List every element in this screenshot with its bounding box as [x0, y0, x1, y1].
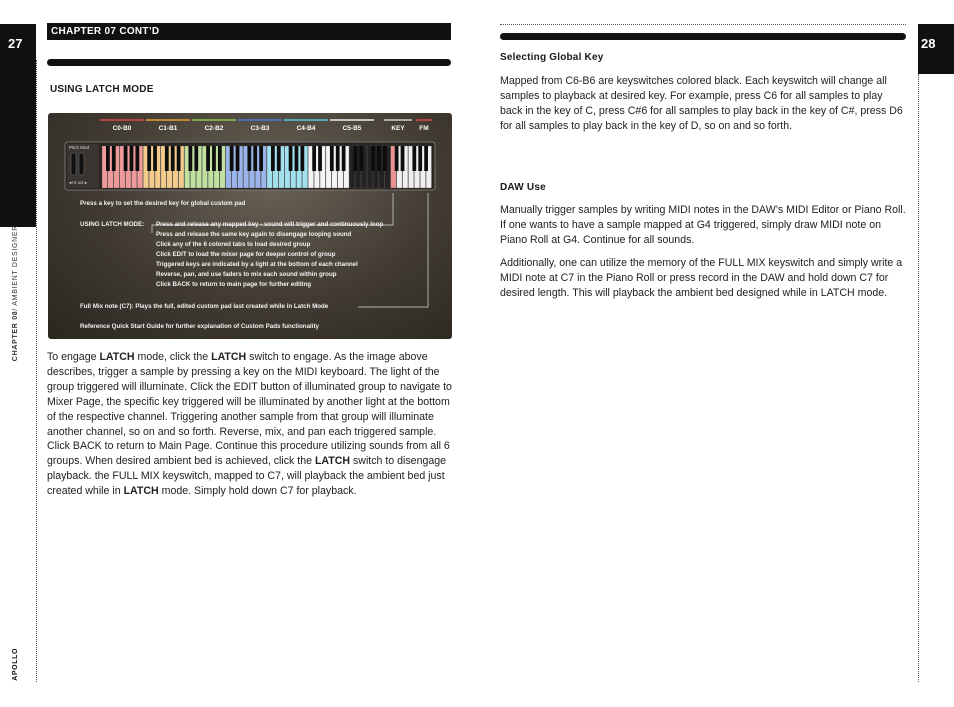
- black-key: [271, 146, 275, 171]
- latch-keyword: LATCH: [314, 455, 351, 468]
- range-tab-label: C5-B5: [342, 125, 362, 132]
- latch-keyword: LATCH: [211, 351, 247, 363]
- black-key: [312, 146, 316, 171]
- range-tab-label: C4-B4: [296, 125, 316, 132]
- side-chapter-label: [12, 225, 24, 361]
- black-key: [342, 146, 346, 171]
- body-text-run: To engage: [47, 351, 100, 363]
- black-key: [130, 146, 134, 171]
- black-key: [401, 146, 405, 171]
- black-key: [395, 146, 399, 171]
- instruction-latch-line: Reverse, pan, and use faders to mix each sound within group: [156, 271, 337, 278]
- left-dotted-rule: [36, 60, 37, 682]
- side-chapter-label-bold: CHAPTER 08: [12, 310, 19, 362]
- body-text-run: mode, click the: [134, 351, 212, 363]
- global-key-title: Selecting Global Key: [500, 52, 604, 63]
- black-key: [206, 146, 210, 171]
- instruction-latch-line: Triggered keys are indicated by a light at the bottom of each channel: [156, 261, 358, 268]
- black-key: [300, 146, 304, 171]
- black-key: [318, 146, 322, 171]
- range-tab-label: C3-B3: [250, 125, 270, 132]
- page-number-tab-right: [918, 24, 954, 74]
- latch-keyword: LATCH: [99, 351, 135, 363]
- black-key: [165, 146, 169, 171]
- octave-label: ◂+2 oct ▸: [69, 180, 88, 185]
- instruction-reference: Reference Quick Start Guide for further explanation of Custom Pads functionality: [80, 323, 319, 330]
- black-key: [259, 146, 263, 171]
- instruction-latch-line: Click BACK to return to main page for further editing: [156, 281, 312, 288]
- black-key: [194, 146, 198, 171]
- latch-mode-body: [47, 350, 452, 499]
- black-key: [135, 146, 139, 171]
- black-key: [289, 146, 293, 171]
- black-key: [112, 146, 116, 171]
- latch-keyword: LATCH: [123, 485, 159, 498]
- body-text-run: switch to disengage playback. the FULL MIX keyswitch, mapped to C7, will playback the ambient bed just created while in: [47, 455, 447, 498]
- black-key: [418, 146, 422, 171]
- right-dotted-rule: [918, 74, 919, 682]
- instruction-full-mix: Full Mix note (C7): Plays the full, edited custom pad last created while in Latch Mode: [80, 303, 329, 310]
- instruction-latch-line: Press and release the same key again to disengage looping sound: [156, 231, 352, 238]
- key-tab-label: KEY: [391, 125, 405, 132]
- black-key: [230, 146, 234, 171]
- daw-use-body-1: Manually trigger samples by writing MIDI notes in the DAW’s MIDI Editor or Piano Roll. If one wants to have a sample mapped at G4 triggered, simply draw MIDI note on Piano Roll at G4. Continue for all sounds.: [500, 204, 906, 246]
- black-key: [236, 146, 240, 171]
- page-number-tab-left: [0, 24, 36, 227]
- range-tab-label: C1-B1: [158, 125, 178, 132]
- black-key: [147, 146, 151, 171]
- chapter-title-bar: CHAPTER 07 CONT’D: [47, 23, 451, 40]
- black-key: [412, 146, 416, 171]
- black-key: [371, 146, 375, 171]
- instruction-latch-heading: USING LATCH MODE:: [80, 221, 145, 228]
- black-key: [354, 146, 358, 171]
- page-number-left: 27: [8, 36, 23, 51]
- right-dotted-rule-top: [500, 24, 906, 25]
- black-key: [253, 146, 257, 171]
- body-text-run: switch to engage. As the image above describes, trigger a sample by pressing a key on the MIDI keyboard. The light of the group triggered will illuminate. Click the EDIT button of illuminated group to navigate to Mixer Page, the specific key triggered will be illuminated by another light at the bottom of the respective channel. Triggering another sample from that group will illuminate another channel, so on and so forth. Reverse, mix, and pan each triggered sample. Click BACK to return to Main Page. Continue this procedure utilizing sounds from all 6 groups. When desired ambient bed is achieved, click the: [47, 351, 452, 468]
- pitch-wheel: [71, 153, 76, 175]
- black-key: [377, 146, 381, 171]
- black-key: [277, 146, 281, 171]
- daw-use-title: DAW Use: [500, 182, 546, 193]
- black-key: [171, 146, 175, 171]
- black-key: [295, 146, 299, 171]
- right-divider-bar: [500, 33, 906, 40]
- black-key: [124, 146, 128, 171]
- black-key: [189, 146, 193, 171]
- black-key: [330, 146, 334, 171]
- page-number-right: 28: [921, 36, 936, 51]
- range-tab-label: C0-B0: [112, 125, 132, 132]
- daw-use-body-2: Additionally, one can utilize the memory of the FULL MIX keyswitch and simply write a MIDI note at C7 in the Piano Roll or press record in the DAW and hold down C7 for desired length. This will playback the ambient bed designed while in LATCH mode.: [500, 257, 903, 299]
- side-chapter-label-rest: / AMBIENT DESIGNER: [12, 225, 19, 311]
- black-key: [424, 146, 428, 171]
- left-divider-bar: [47, 59, 451, 66]
- black-key: [218, 146, 222, 171]
- instruction-latch-line: Click any of the 6 colored tabs to load desired group: [156, 241, 311, 248]
- black-key: [212, 146, 216, 171]
- black-key: [153, 146, 157, 171]
- instruction-global-key: Press a key to set the desired key for global custom pad: [80, 200, 246, 207]
- brand-label: APOLLO: [12, 648, 19, 681]
- keyboard-screenshot: [48, 113, 452, 339]
- body-text-run: mode. Simply hold down C7 for playback.: [158, 485, 357, 498]
- black-key: [383, 146, 387, 171]
- black-key: [177, 146, 181, 171]
- black-key: [247, 146, 251, 171]
- global-key-body: Mapped from C6-B6 are keyswitches colored black. Each keyswitch will change all samples to playback at desired key. For example, press C6 for all samples to play back in the key of C, press C#6 for all samples to play back in the key of C#, press D6 for all samples to play back in the key of D, so on and so forth.: [500, 75, 903, 132]
- pitch-mod-label: Pitch Mod: [69, 145, 90, 150]
- section-title: USING LATCH MODE: [50, 84, 154, 95]
- range-tab-label: C2-B2: [204, 125, 224, 132]
- instruction-latch-line: Click EDIT to load the mixer page for deeper control of group: [156, 251, 336, 258]
- black-key: [106, 146, 110, 171]
- black-key: [359, 146, 363, 171]
- mod-wheel: [79, 153, 84, 175]
- black-key: [336, 146, 340, 171]
- instruction-latch-line: Press and release any mapped key - sound will trigger and continuously loop: [156, 221, 384, 228]
- fm-tab-label: FM: [419, 125, 429, 132]
